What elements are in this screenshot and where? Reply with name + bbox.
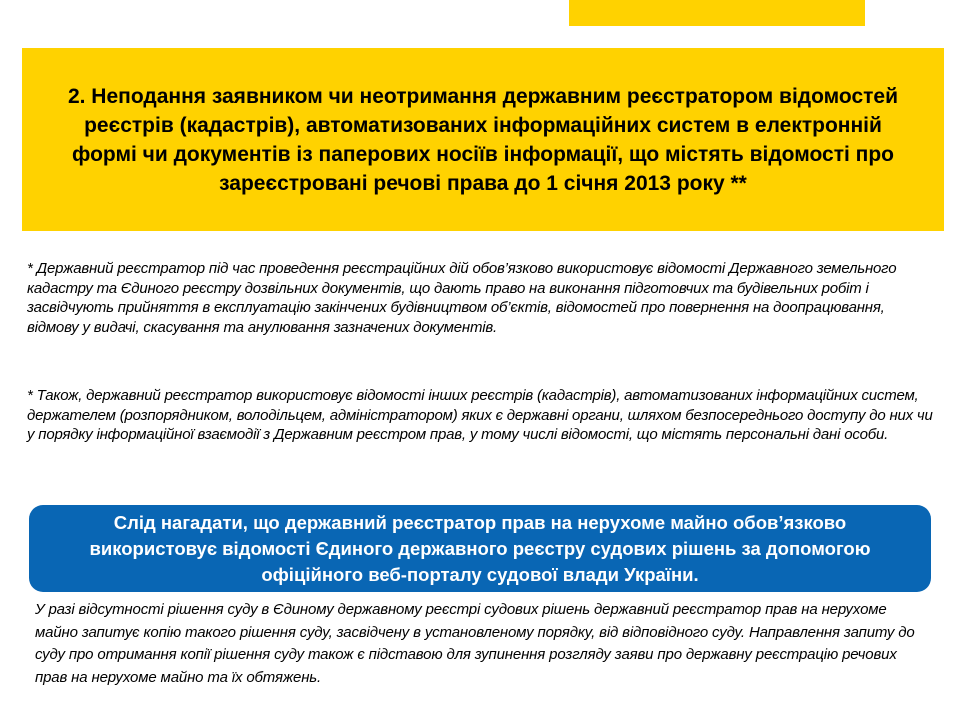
footnote-state-cadastre: * Державний реєстратор під час проведення реєстраційних дій обов’язково використовує відомості Державного земельного кадастру та Єдиного реєстру дозвільних документів, що дають право на виконання підготовчих та будівельних робіт і засвідчують прийняття в експлуатацію закінчених будівництвом об’єктів, відомостей про повернення на доопрацювання, відмову у видачі, скасування та анулювання зазначених документів. bbox=[27, 260, 897, 336]
court-decision-note: У разі відсутності рішення суду в Єдиному державному реєстрі судових рішень державний реєстратор прав на нерухоме майно запитує копію такого рішення суду, засвідчену в установленому порядку, від відповідного суду. Направлення запиту до суду про отримання копії рішення суду також є підставою для зупинення розгляду заяви про державну реєстрацію речових прав на нерухоме майно та їх обтяжень. bbox=[35, 601, 915, 686]
footnote-other-registries: * Також, державний реєстратор використовує відомості інших реєстрів (кадастрів), автоматизованих інформаційних систем, держателем (розпорядником, володільцем, адміністратором) яких є державні органи, шляхом безпосереднього доступу до них чи у порядку інформаційної взаємодії з Державним реєстром прав, у тому числі відомості, що містять персональні дані особи. bbox=[27, 387, 933, 443]
top-accent-bar bbox=[569, 0, 865, 26]
title-banner bbox=[22, 48, 944, 231]
slide-title: 2. Неподання заявником чи неотримання державним реєстратором відомостей реєстрів (кадастрів), автоматизованих інформаційних систем в електронній формі чи документів із паперових носіїв інформації, що містять відомості про зареєстровані речові права до 1 січня 2013 року ** bbox=[67, 84, 899, 195]
highlight-banner bbox=[29, 505, 931, 592]
highlight-text: Слід нагадати, що державний реєстратор прав на нерухоме майно обов’язково використовує відомості Єдиного державного реєстру судових рішень за допомогою офіційного веб-порталу судової влади України. bbox=[89, 511, 871, 585]
